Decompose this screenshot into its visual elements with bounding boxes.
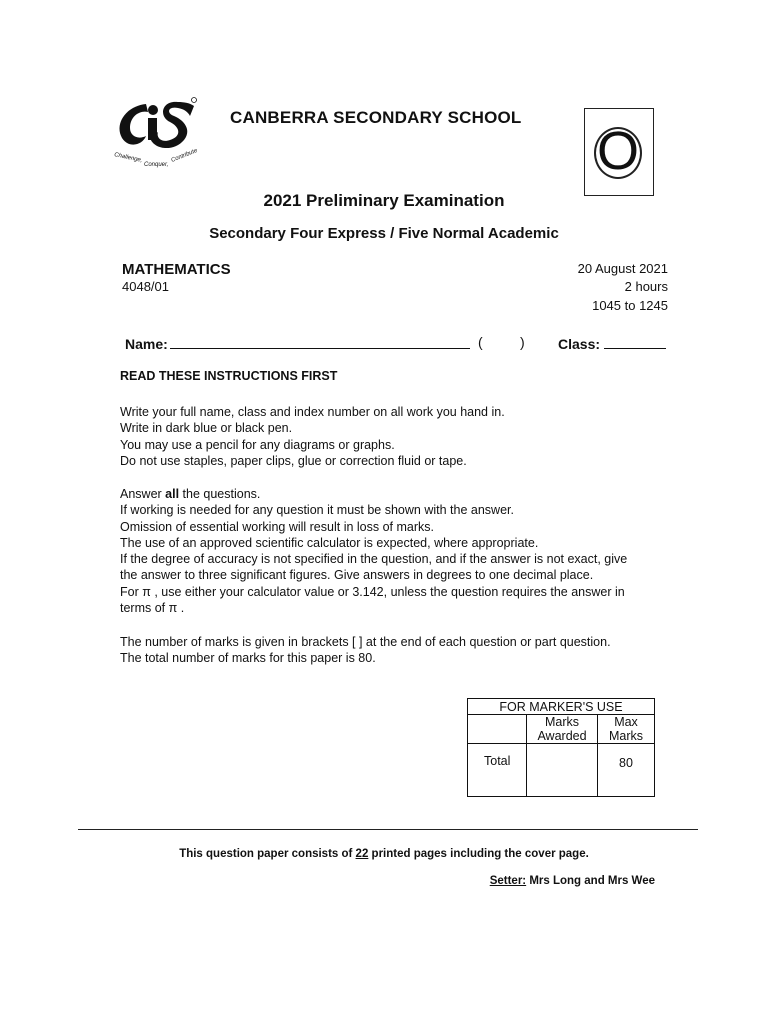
exam-duration: 2 hours	[624, 279, 668, 294]
page-count-number: 22	[355, 848, 369, 860]
instruction-line: terms of π .	[120, 601, 185, 616]
name-blank-line[interactable]	[170, 334, 470, 349]
instructions-block-3	[120, 634, 660, 667]
marks-awarded-header	[527, 715, 598, 744]
instruction-line-answer-all	[120, 486, 660, 502]
instruction-line: Omission of essential working will result in loss of marks.	[120, 519, 434, 534]
emphasis-all: all	[165, 487, 180, 501]
exam-stream: Secondary Four Express / Five Normal Academic	[209, 225, 559, 242]
subject-title: MATHEMATICS	[122, 261, 231, 278]
max-marks-header	[598, 715, 655, 744]
page-count-prefix: This question paper consists of	[179, 848, 356, 860]
class-field[interactable]	[558, 334, 666, 352]
index-close-paren: )	[520, 334, 525, 350]
instruction-line: For π , use either your calculator value or 3.142, unless the question requires the answer in	[120, 584, 625, 599]
exam-time: 1045 to 1245	[592, 298, 668, 313]
max-marks-header-line1: Max	[614, 715, 638, 729]
index-open-paren: (	[478, 334, 483, 350]
class-label: Class:	[558, 336, 601, 352]
marks-awarded-header-line2: Awarded	[537, 729, 587, 743]
markers-table-heading	[468, 699, 655, 715]
total-row-label: Total	[468, 744, 527, 797]
class-blank-line[interactable]	[604, 334, 666, 349]
school-logo	[108, 92, 218, 172]
footer-divider	[78, 829, 698, 830]
school-name: CANBERRA SECONDARY SCHOOL	[230, 108, 522, 127]
setter-names: Mrs Long and Mrs Wee	[526, 875, 655, 887]
instruction-line: Do not use staples, paper clips, glue or correction fluid or tape.	[120, 453, 467, 468]
exam-title: 2021 Preliminary Examination	[263, 191, 505, 210]
name-field[interactable]	[125, 334, 470, 352]
svg-text:Challenge,: Challenge,	[113, 152, 143, 164]
markers-use-table	[467, 698, 655, 797]
setter-credit	[490, 875, 655, 887]
marks-awarded-header-line1: Marks	[544, 715, 580, 729]
markers-table-blank-header	[468, 715, 527, 744]
instruction-line: Write your full name, class and index number on all work you hand in.	[120, 405, 505, 419]
page-count-note	[0, 848, 768, 860]
subject-code: 4048/01	[122, 279, 169, 294]
svg-text:Conquer,: Conquer,	[144, 162, 169, 168]
instruction-line: The number of marks is given in brackets [ ] at the end of each question or part question.	[120, 635, 611, 649]
instruction-line: The total number of marks for this paper is 80.	[120, 651, 376, 666]
svg-text:Contribute: Contribute	[170, 147, 199, 164]
instruction-line: the answer to three significant figures. Give answers in degrees to one decimal place.	[120, 568, 594, 583]
instructions-block-2	[120, 486, 660, 616]
instructions-block-1	[120, 404, 660, 469]
instruction-line: You may use a pencil for any diagrams or graphs.	[120, 437, 395, 452]
instruction-line: The use of an approved scientific calculator is expected, where appropriate.	[120, 535, 539, 550]
marks-awarded-cell	[527, 744, 598, 797]
instruction-line: If the degree of accuracy is not specified in the question, and if the answer is not exact, give	[120, 552, 628, 567]
max-marks-cell: 80	[598, 744, 655, 797]
instruction-line: Write in dark blue or black pen.	[120, 421, 293, 436]
name-label: Name:	[125, 336, 168, 352]
instructions-heading: READ THESE INSTRUCTIONS FIRST	[120, 369, 338, 383]
markers-table-heading-text: FOR MARKER'S USE	[499, 699, 623, 714]
paper-letter: O	[596, 121, 639, 181]
paper-letter-box	[584, 108, 654, 196]
exam-date: 20 August 2021	[577, 261, 668, 276]
instruction-line: Answer all the questions.	[120, 487, 261, 501]
max-marks-header-line2: Marks	[608, 729, 644, 743]
instruction-line: If working is needed for any question it must be shown with the answer.	[120, 503, 514, 518]
setter-label: Setter:	[489, 875, 527, 887]
page-count-suffix: printed pages including the cover page.	[368, 848, 589, 860]
